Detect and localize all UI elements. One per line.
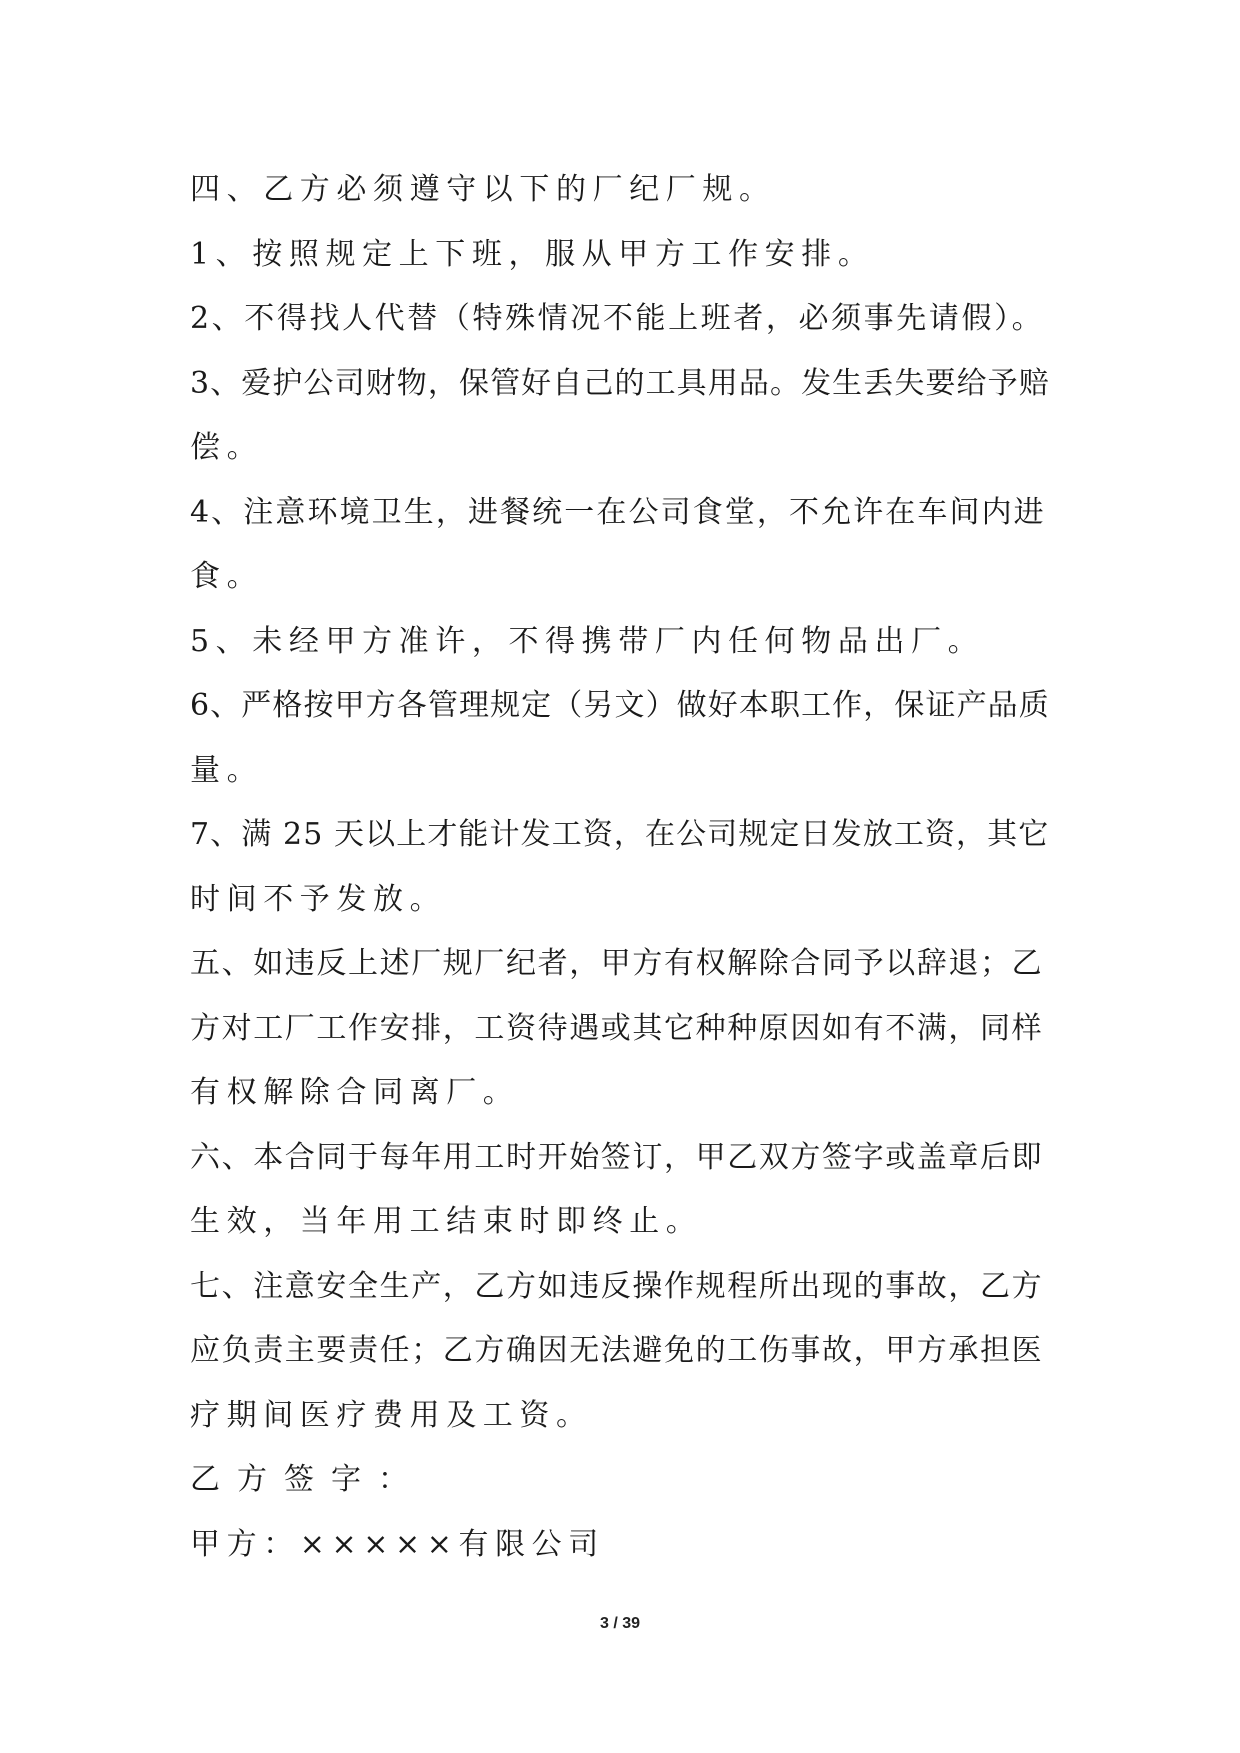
page-number: 3 / 39 [599,1615,641,1632]
section-5-continued-2: 有权解除合同离厂。 [190,1075,520,1110]
clause-2: 2、不得找人代替（特殊情况不能上班者，必须事先请假）。 [190,301,1045,336]
clause-7: 7、满 25 天以上才能计发工资，在公司规定日发放工资，其它 [190,817,1050,852]
party-a-company-label: 甲方：×××××有限公司 [190,1526,605,1562]
section-7-continued-1: 应负责主要责任；乙方确因无法避免的工伤事故，甲方承担医 [190,1333,1044,1368]
section-6-continued: 生效，当年用工结束时即终止。 [190,1204,703,1239]
section-7: 七、注意安全生产，乙方如违反操作规程所出现的事故，乙方 [190,1268,1044,1304]
section-5-continued-1: 方对工厂工作安排，工资待遇或其它种种原因如有不满，同样 [190,1010,1044,1046]
section-6: 六、本合同于每年用工时开始签订，甲乙双方签字或盖章后即 [190,1139,1044,1175]
clause-7-continued: 时间不予发放。 [190,881,447,917]
clause-3: 3、爱护公司财物，保管好自己的工具用品。发生丢失要给予赔 [190,365,1050,401]
clause-1: 1、按照规定上下班，服从甲方工作安排。 [190,236,875,272]
clause-6-continued: 量。 [190,752,264,788]
party-b-signature-label: 乙方签字： [190,1462,425,1497]
clause-6: 6、严格按甲方各管理规定（另文）做好本职工作，保证产品质 [190,688,1050,723]
section-5: 五、如违反上述厂规厂纪者，甲方有权解除合同予以辞退；乙 [190,946,1044,981]
clause-5: 5、未经甲方准许，不得携带厂内任何物品出厂。 [190,623,985,659]
section-7-continued-2: 疗期间医疗费用及工资。 [190,1397,593,1433]
section-heading-4: 四、乙方必须遵守以下的厂纪厂规。 [190,172,776,207]
document-body [190,158,1050,1577]
clause-4-continued: 食。 [190,559,264,594]
clause-4: 4、注意环境卫生，进餐统一在公司食堂，不允许在车间内进 [190,494,1046,530]
clause-3-continued: 偿。 [190,430,264,465]
